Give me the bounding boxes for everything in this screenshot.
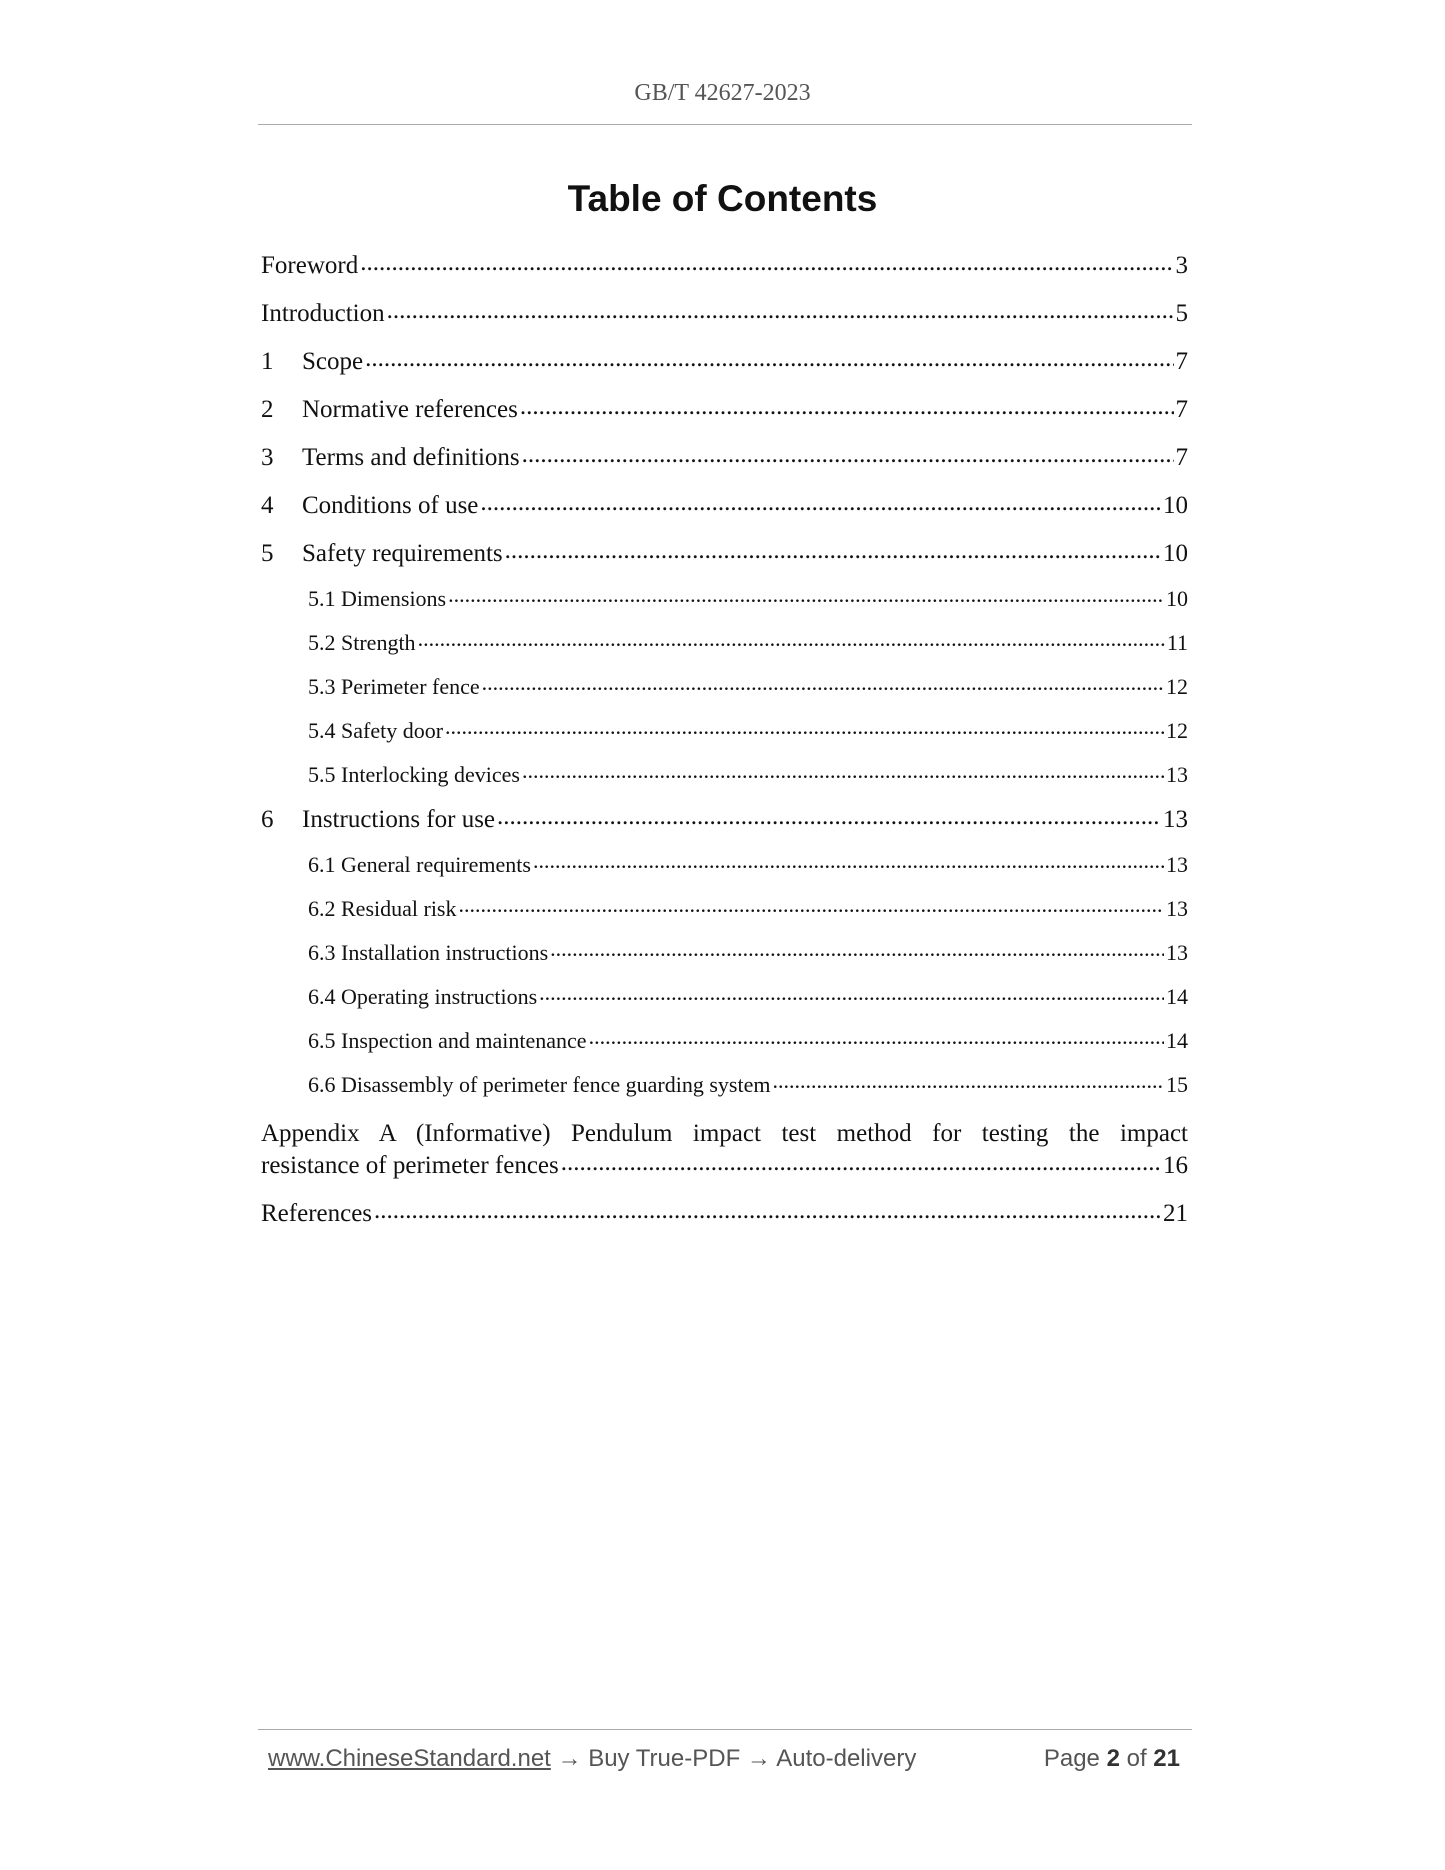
toc-leader (374, 1200, 1161, 1225)
toc-label: 6.5 Inspection and maintenance (308, 1028, 587, 1053)
toc-section-number: 5 (261, 540, 274, 567)
toc-entry-scope[interactable] (261, 348, 1188, 376)
page-word: Page (1043, 1745, 1100, 1772)
toc-entry-safety-requirements[interactable] (261, 540, 1188, 568)
toc-leader (459, 896, 1165, 918)
toc-label: Normative references (302, 396, 518, 423)
toc-label: 5.1 Dimensions (308, 586, 447, 611)
toc-label-line2: resistance of perimeter fences (261, 1152, 559, 1179)
toc-leader (522, 762, 1164, 784)
delivery-text: Auto-delivery (776, 1745, 917, 1772)
toc-section-number: 6 (261, 806, 274, 833)
toc-page-number: 7 (1175, 396, 1188, 423)
toc-entry-5-1-dimensions[interactable] (308, 586, 1188, 612)
toc-section-number: 2 (261, 396, 274, 423)
toc-label: References (261, 1200, 373, 1227)
toc-entry-normative-references[interactable] (261, 396, 1188, 424)
toc-leader (539, 984, 1164, 1006)
toc-page-number: 5 (1175, 300, 1188, 327)
toc-entry-6-1-general-requirements[interactable] (308, 852, 1188, 878)
toc-leader (772, 1072, 1164, 1094)
page-total: 21 (1153, 1745, 1180, 1772)
page-indicator (1044, 1745, 1180, 1773)
toc-entry-5-4-safety-door[interactable] (308, 718, 1188, 744)
toc-page-number: 12 (1166, 718, 1188, 743)
page-title: Table of Contents (567, 178, 878, 219)
toc-leader (418, 630, 1165, 652)
footer-promo (268, 1745, 916, 1773)
toc-page-number: 7 (1175, 348, 1188, 375)
toc-entry-foreword[interactable] (261, 252, 1188, 280)
toc-entry-introduction[interactable] (261, 300, 1188, 328)
toc-label: 6.3 Installation instructions (308, 940, 549, 965)
toc-label: 6.2 Residual risk (308, 896, 457, 921)
toc-page-number: 14 (1166, 1028, 1188, 1053)
header-divider (258, 124, 1192, 125)
toc-page-number: 10 (1163, 540, 1188, 567)
footer-divider (258, 1729, 1192, 1730)
toc-leader (561, 1152, 1161, 1177)
toc-label: 5.2 Strength (308, 630, 416, 655)
page-footer (268, 1745, 1188, 1785)
toc-leader (365, 348, 1173, 373)
toc-entry-appendix-a-continued[interactable] (261, 1152, 1188, 1180)
document-code-header: GB/T 42627-2023 (634, 80, 811, 106)
toc-section-number: 3 (261, 444, 274, 471)
page-current: 2 (1106, 1745, 1120, 1772)
toc-label: Scope (302, 348, 364, 375)
toc-entry-instructions-for-use[interactable] (261, 806, 1188, 834)
toc-label: Terms and definitions (302, 444, 520, 471)
page-of: of (1126, 1745, 1147, 1772)
toc-page-number: 13 (1166, 852, 1188, 877)
toc-entry-6-3-installation-instructions[interactable] (308, 940, 1188, 966)
toc-page-number: 13 (1166, 896, 1188, 921)
toc-leader (445, 718, 1164, 740)
toc-entry-6-2-residual-risk[interactable] (308, 896, 1188, 922)
toc-leader (589, 1028, 1164, 1050)
toc-section-number: 4 (261, 492, 274, 519)
toc-label: 5.3 Perimeter fence (308, 674, 480, 699)
toc-label: Introduction (261, 300, 385, 327)
toc-entry-6-6-disassembly[interactable] (308, 1072, 1188, 1098)
arrow-right-icon: → (557, 1745, 582, 1772)
toc-page-number: 10 (1166, 586, 1188, 611)
toc-page-number: 15 (1166, 1072, 1188, 1097)
toc-label: 6.6 Disassembly of perimeter fence guarding system (308, 1072, 771, 1097)
toc-entry-terms-and-definitions[interactable] (261, 444, 1188, 472)
toc-page-number: 3 (1175, 252, 1188, 279)
toc-leader (520, 396, 1174, 421)
toc-page-number: 14 (1166, 984, 1188, 1009)
toc-label: 6.1 General requirements (308, 852, 531, 877)
toc-entry-5-3-perimeter-fence[interactable] (308, 674, 1188, 700)
toc-entry-6-4-operating-instructions[interactable] (308, 984, 1188, 1010)
toc-entry-5-5-interlocking-devices[interactable] (308, 762, 1188, 788)
toc-page-number: 16 (1163, 1152, 1188, 1179)
toc-leader (482, 674, 1164, 696)
toc-entry-appendix-a[interactable] (261, 1116, 1188, 1151)
toc-page-number: 7 (1175, 444, 1188, 471)
arrow-right-icon: → (746, 1745, 771, 1772)
toc-page-number: 13 (1166, 762, 1188, 787)
toc-page-number: 12 (1166, 674, 1188, 699)
toc-leader (550, 940, 1164, 962)
toc-leader (360, 252, 1173, 277)
toc-leader (448, 586, 1164, 608)
site-link[interactable]: www.ChineseStandard.net (268, 1745, 551, 1772)
toc-page-number: 21 (1163, 1200, 1188, 1227)
toc-leader (533, 852, 1164, 874)
toc-label: Instructions for use (302, 806, 496, 833)
toc-label: Safety requirements (302, 540, 503, 567)
toc-label: 5.4 Safety door (308, 718, 444, 743)
toc-label: 6.4 Operating instructions (308, 984, 538, 1009)
toc-entry-5-2-strength[interactable] (308, 630, 1188, 656)
toc-label: 5.5 Interlocking devices (308, 762, 520, 787)
toc-page-number: 13 (1163, 806, 1188, 833)
toc-leader (497, 806, 1161, 831)
toc-entry-6-5-inspection-and-maintenance[interactable] (308, 1028, 1188, 1054)
toc-page-number: 10 (1163, 492, 1188, 519)
toc-label: Conditions of use (302, 492, 479, 519)
toc-section-number: 1 (261, 348, 274, 375)
toc-entry-conditions-of-use[interactable] (261, 492, 1188, 520)
toc-label-line1: Appendix A (Informative) Pendulum impact test method for testing the impact (261, 1120, 1188, 1147)
toc-entry-references[interactable] (261, 1200, 1188, 1228)
toc-leader (522, 444, 1174, 469)
toc-label: Foreword (261, 252, 359, 279)
toc-leader (387, 300, 1174, 325)
toc-leader (505, 540, 1161, 565)
toc-page-number: 11 (1166, 630, 1188, 655)
toc-page-number: 13 (1166, 940, 1188, 965)
buy-text: Buy True-PDF (588, 1745, 741, 1772)
toc-leader (480, 492, 1161, 517)
